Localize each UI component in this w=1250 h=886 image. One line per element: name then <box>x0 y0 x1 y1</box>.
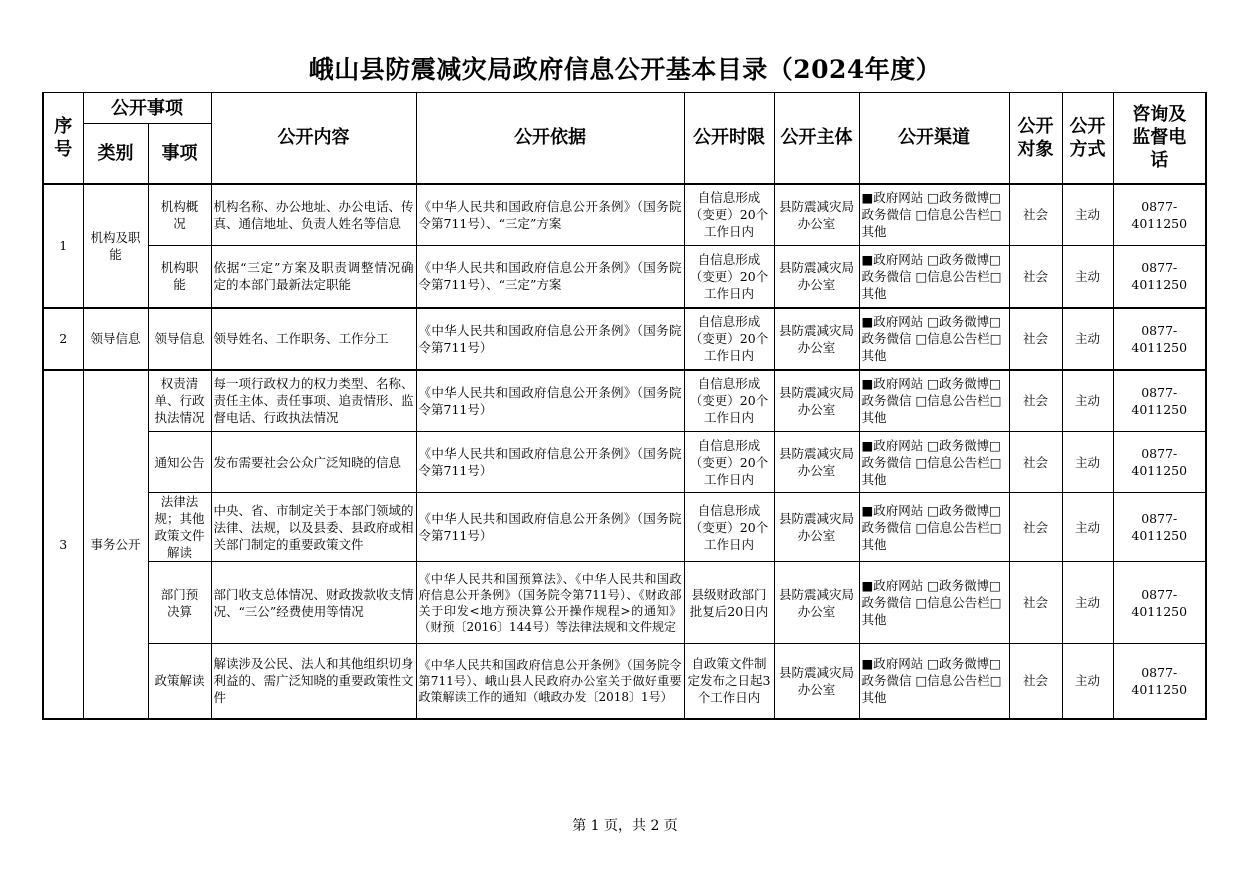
item-cell: 权责清单、行政执法情况 <box>148 370 211 432</box>
phone-cell: 0877-4011250 <box>1113 644 1206 719</box>
target-cell: 社会 <box>1009 644 1062 719</box>
method-cell: 主动 <box>1062 493 1113 562</box>
item-cell: 机构职能 <box>148 246 211 308</box>
table-row <box>43 493 1206 562</box>
table-row <box>43 184 1206 246</box>
method-cell: 主动 <box>1062 562 1113 644</box>
phone-cell: 0877-4011250 <box>1113 432 1206 493</box>
time-limit-cell: 自信息形成（变更）20个工作日内 <box>684 370 774 432</box>
subject-cell: 县防震减灾局办公室 <box>774 432 859 493</box>
target-cell: 社会 <box>1009 184 1062 246</box>
header-items-group: 公开事项 <box>83 93 211 124</box>
time-limit-cell: 自信息形成（变更）20个工作日内 <box>684 493 774 562</box>
item-cell: 政策解读 <box>148 644 211 719</box>
category-cell: 机构及职能 <box>83 184 148 308</box>
channel-cell: ■政府网站 □政务微博□政务微信 □信息公告栏□其他 <box>859 246 1009 308</box>
content-cell: 中央、省、市制定关于本部门领域的法律、法规，以及县委、县政府或相关部门制定的重要政策文件 <box>211 493 416 562</box>
phone-cell: 0877-4011250 <box>1113 184 1206 246</box>
time-limit-cell: 自信息形成（变更）20个工作日内 <box>684 308 774 370</box>
content-cell: 领导姓名、工作职务、工作分工 <box>211 308 416 370</box>
basis-cell: 《中华人民共和国政府信息公开条例》（国务院令第711号） <box>416 308 684 370</box>
method-cell: 主动 <box>1062 370 1113 432</box>
basis-cell: 《中华人民共和国政府信息公开条例》（国务院令第711号）、峨山县人民政府办公室关于做好重要政策解读工作的通知（峨政办发〔2018〕1号） <box>416 644 684 719</box>
subject-cell: 县防震减灾局办公室 <box>774 493 859 562</box>
channel-cell: ■政府网站 □政务微博□政务微信 □信息公告栏□其他 <box>859 432 1009 493</box>
header-item: 事项 <box>148 124 211 184</box>
target-cell: 社会 <box>1009 246 1062 308</box>
basis-cell: 《中华人民共和国政府信息公开条例》（国务院令第711号） <box>416 432 684 493</box>
target-cell: 社会 <box>1009 493 1062 562</box>
time-limit-cell: 县级财政部门批复后20日内 <box>684 562 774 644</box>
time-limit-cell: 自信息形成（变更）20个工作日内 <box>684 246 774 308</box>
content-cell: 依据“三定”方案及职责调整情况确定的本部门最新法定职能 <box>211 246 416 308</box>
item-cell: 法律法规；其他政策文件解读 <box>148 493 211 562</box>
time-limit-cell: 自政策文件制定发布之日起3个工作日内 <box>684 644 774 719</box>
content-cell: 发布需要社会公众广泛知晓的信息 <box>211 432 416 493</box>
target-cell: 社会 <box>1009 432 1062 493</box>
header-seq: 序号 <box>43 93 83 184</box>
method-cell: 主动 <box>1062 246 1113 308</box>
page-title: 峨山县防震减灾局政府信息公开基本目录（2024年度） <box>308 55 942 84</box>
method-cell: 主动 <box>1062 308 1113 370</box>
content-cell: 解读涉及公民、法人和其他组织切身利益的、需广泛知晓的重要政策性文件 <box>211 644 416 719</box>
item-cell: 部门预决算 <box>148 562 211 644</box>
header-phone: 咨询及监督电话 <box>1113 93 1206 184</box>
header-time-limit: 公开时限 <box>684 93 774 184</box>
header-basis: 公开依据 <box>416 93 684 184</box>
basis-cell: 《中华人民共和国政府信息公开条例》（国务院令第711号） <box>416 370 684 432</box>
content-cell: 机构名称、办公地址、办公电话、传真、通信地址、负责人姓名等信息 <box>211 184 416 246</box>
seq-cell: 1 <box>43 184 83 308</box>
header-channel: 公开渠道 <box>859 93 1009 184</box>
header-content: 公开内容 <box>211 93 416 184</box>
header-target: 公开对象 <box>1009 93 1062 184</box>
channel-cell: ■政府网站 □政务微博□政务微信 □信息公告栏□其他 <box>859 370 1009 432</box>
table-row <box>43 370 1206 432</box>
channel-cell: ■政府网站 □政务微博□政务微信 □信息公告栏□其他 <box>859 644 1009 719</box>
header-category: 类别 <box>83 124 148 184</box>
basis-cell: 《中华人民共和国政府信息公开条例》（国务院令第711号）、“三定”方案 <box>416 246 684 308</box>
page-footer: 第 1 页，共 2 页 <box>572 818 678 834</box>
phone-cell: 0877-4011250 <box>1113 246 1206 308</box>
basis-cell: 《中华人民共和国预算法》、《中华人民共和国政府信息公开条例》（国务院令第711号）、《财政部关于印发<地方预决算公开操作规程>的通知》（财预〔2016〕144号）等法律法规和文件规定 <box>416 562 684 644</box>
seq-cell: 2 <box>43 308 83 370</box>
table-row <box>43 432 1206 493</box>
channel-cell: ■政府网站 □政务微博□政务微信 □信息公告栏□其他 <box>859 562 1009 644</box>
content-cell: 每一项行政权力的权力类型、名称、责任主体、责任事项、追责情形、监督电话、行政执法情况 <box>211 370 416 432</box>
subject-cell: 县防震减灾局办公室 <box>774 644 859 719</box>
header-subject: 公开主体 <box>774 93 859 184</box>
phone-cell: 0877-4011250 <box>1113 370 1206 432</box>
item-cell: 通知公告 <box>148 432 211 493</box>
table-row <box>43 308 1206 370</box>
method-cell: 主动 <box>1062 644 1113 719</box>
subject-cell: 县防震减灾局办公室 <box>774 308 859 370</box>
disclosure-table <box>42 92 1207 720</box>
subject-cell: 县防震减灾局办公室 <box>774 184 859 246</box>
table-row <box>43 562 1206 644</box>
subject-cell: 县防震减灾局办公室 <box>774 246 859 308</box>
time-limit-cell: 自信息形成（变更）20个工作日内 <box>684 432 774 493</box>
channel-cell: ■政府网站 □政务微博□政务微信 □信息公告栏□其他 <box>859 493 1009 562</box>
seq-cell: 3 <box>43 370 83 719</box>
table-row <box>43 246 1206 308</box>
category-cell: 事务公开 <box>83 370 148 719</box>
item-cell: 领导信息 <box>148 308 211 370</box>
phone-cell: 0877-4011250 <box>1113 308 1206 370</box>
category-cell: 领导信息 <box>83 308 148 370</box>
target-cell: 社会 <box>1009 308 1062 370</box>
basis-cell: 《中华人民共和国政府信息公开条例》（国务院令第711号）、“三定”方案 <box>416 184 684 246</box>
header-method: 公开方式 <box>1062 93 1113 184</box>
content-cell: 部门收支总体情况、财政拨款收支情况、“三公”经费使用等情况 <box>211 562 416 644</box>
table-row <box>43 644 1206 719</box>
item-cell: 机构概况 <box>148 184 211 246</box>
subject-cell: 县防震减灾局办公室 <box>774 370 859 432</box>
phone-cell: 0877-4011250 <box>1113 493 1206 562</box>
channel-cell: ■政府网站 □政务微博□政务微信 □信息公告栏□其他 <box>859 184 1009 246</box>
method-cell: 主动 <box>1062 184 1113 246</box>
method-cell: 主动 <box>1062 432 1113 493</box>
basis-cell: 《中华人民共和国政府信息公开条例》（国务院令第711号） <box>416 493 684 562</box>
phone-cell: 0877-4011250 <box>1113 562 1206 644</box>
subject-cell: 县防震减灾局办公室 <box>774 562 859 644</box>
target-cell: 社会 <box>1009 370 1062 432</box>
channel-cell: ■政府网站 □政务微博□政务微信 □信息公告栏□其他 <box>859 308 1009 370</box>
time-limit-cell: 自信息形成（变更）20个工作日内 <box>684 184 774 246</box>
target-cell: 社会 <box>1009 562 1062 644</box>
